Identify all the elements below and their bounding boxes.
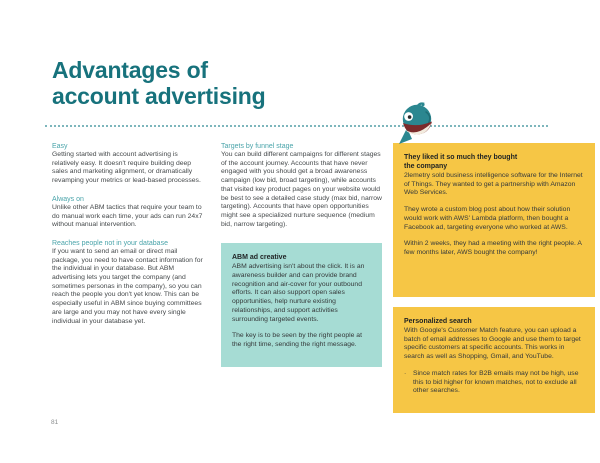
bullet-item [404,370,584,396]
personalized-search-box [393,307,595,413]
dotted-divider [45,125,548,127]
section-easy [52,142,205,186]
right-column [393,143,595,413]
section-heading: Targets by funnel stage [221,143,294,150]
section-heading: Reaches people not in your database [52,239,168,247]
case-study-heading: They liked it so much they bought the company [404,154,518,170]
section-funnel-stage [221,142,382,229]
section-body: If you want to send an email or direct mail package, you need to have contact information for the individual in your database. But ABM advertising lets you target the company (and sometimes personas in the company), so you can reach the people you don't yet know. This can be especially useful in ABM since buying committees are large and you may not have every single individual in your database yet. [52,247,203,325]
callout-paragraph: ABM advertising isn't about the click. It is an awareness builder and can provide brand recognition and air-cover for your outbound efforts. It can also support open sales opportunities, help nurture existing relationships, and support activities surrounding targeted events. [232,263,365,323]
section-body: Getting started with account advertising is relatively easy. It doesn't require building deep sales and marketing alignment, or dramatically revamping your metrics or lead-based processes. [52,151,201,185]
page-title-line1: Advantages of [52,57,208,83]
case-study-box [393,143,595,297]
section-body: You can build different campaigns for different stages of the account journey. Accounts that have never engaged with you should get a broad awareness campaign (low bid, broad targeting), while accounts that visited key product pages on your website would be best to see a detailed case study (max bid, narrow targeting). Accounts that have open opportunities might see a specialized nurture sequence (medium bid, narrow targeting). [221,151,382,228]
case-study-paragraph: Within 2 weeks, they had a meeting with the right people. A few months later, AWS bought the company! [404,240,582,256]
laughing-bird-mascot-icon [396,100,436,146]
left-column [52,142,205,335]
case-study-paragraph: 2lemetry sold business intelligence software for the Internet of Things. They wanted to get a partnership with Amazon Web Services. [404,172,583,197]
page-title-line2: account advertising [52,83,266,109]
section-body: Unlike other ABM tactics that require your team to do manual work each time, your ads can run 24x7 without manual intervention. [52,203,203,229]
personalized-search-paragraph: With Google's Customer Match feature, you can upload a batch of email addresses to Google and use them to target specific customers at specific accounts. This works in search as well as Shopping, Gmail, and YouTube. [404,327,581,361]
callout-heading: ABM ad creative [232,254,287,262]
callout-abm-ad-creative [221,243,382,367]
section-always-on [52,195,205,230]
page-title [52,57,265,109]
middle-column [221,142,382,367]
bullet-text: Since match rates for B2B emails may not be high, use this to bid higher for known matches, not to exclude all other searches. [413,369,579,395]
section-reaches-people [52,239,205,326]
section-heading: Always on [52,195,84,203]
case-study-paragraph: They wrote a custom blog post about how their solution would work with AWS' Lambda platform, then bought a Facebook ad, targeting everyone who worked at AWS. [404,206,571,231]
page-number: 81 [51,419,59,426]
callout-paragraph: The key is to be seen by the right people at the right time, sending the right message. [232,332,362,348]
section-heading: Easy [52,143,68,150]
bullet-marker: · [404,369,407,377]
personalized-search-heading: Personalized search [404,318,472,325]
